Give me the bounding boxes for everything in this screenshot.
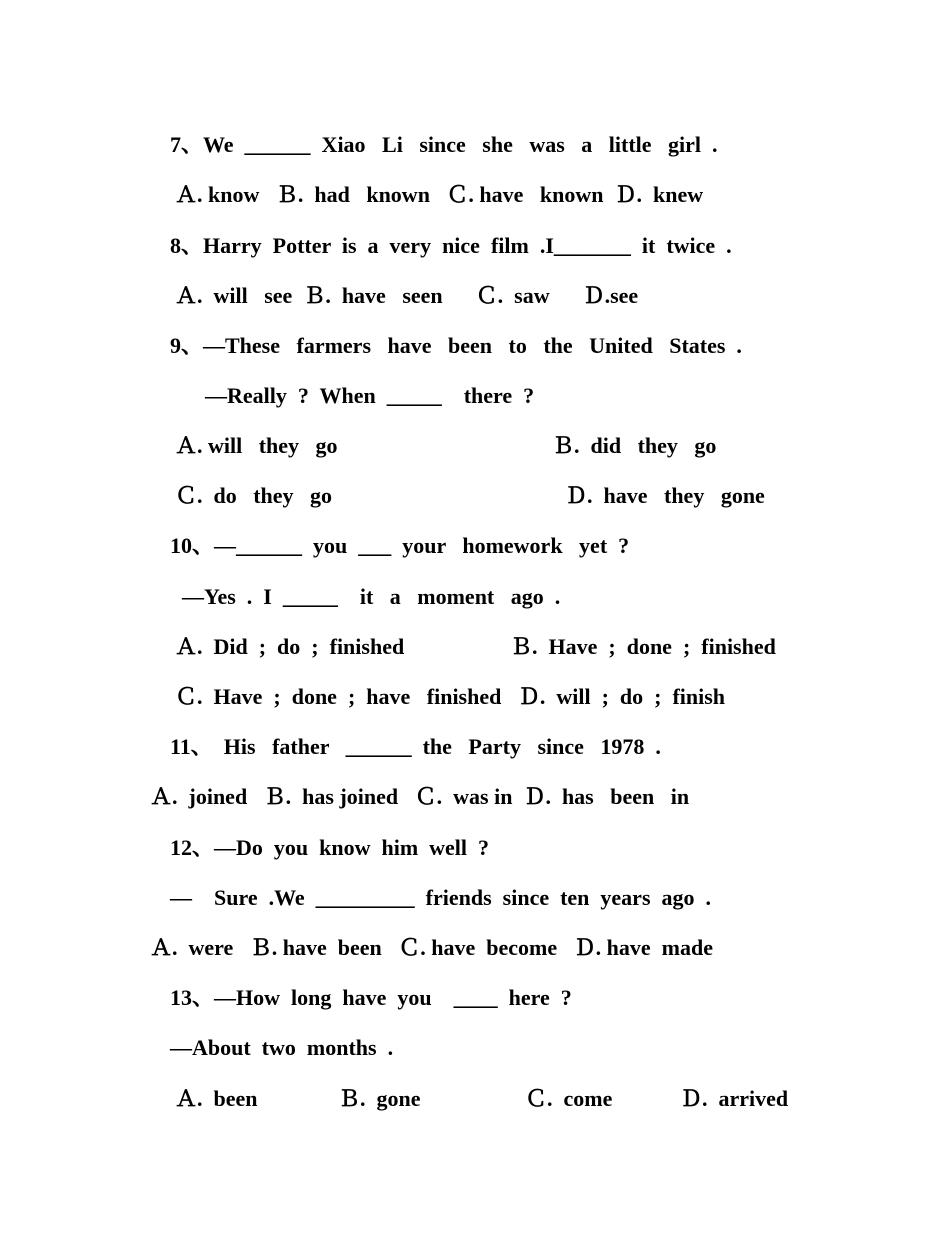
q10-option-a: Ａ. Did ; do ; finished <box>175 634 405 659</box>
q13-option-b: Ｂ. gone <box>338 1086 421 1111</box>
q9-option-a: Ａ. will they go <box>175 433 338 458</box>
q8-stem: 8、Harry Potter is a very nice film .I_______ it twice . <box>170 233 732 258</box>
q13-stem: 13、—How long have you ____ here ? <box>170 985 572 1010</box>
q13-reply: —About two months . <box>170 1035 394 1060</box>
q7-stem: 7、We ______ Xiao Li since she was a little girl . <box>170 132 718 157</box>
q13-option-c: Ｃ. come <box>525 1086 613 1111</box>
q10-options-cd: Ｃ. Have ; done ; have finished Ｄ. will ; do ; finish <box>175 684 726 709</box>
q9-option-c: Ｃ. do they go <box>175 483 333 508</box>
q7-options: Ａ. know Ｂ. had known Ｃ. have known Ｄ. knew <box>175 182 704 207</box>
q13-option-a: Ａ. been <box>175 1086 258 1111</box>
q12-options: Ａ. were Ｂ. have been Ｃ. have become Ｄ. have made <box>150 935 713 960</box>
q10-stem: 10、—______ you ___ your homework yet ? <box>170 533 630 558</box>
q8-options: Ａ. will see Ｂ. have seen Ｃ. saw Ｄ.see <box>175 283 639 308</box>
q9-reply: —Really ? When _____ there ? <box>205 383 535 408</box>
q10-option-b: Ｂ. Have ; done ; finished <box>510 634 776 659</box>
q12-reply: — Sure .We _________ friends since ten years ago . <box>170 885 712 910</box>
q9-option-b: Ｂ. did they go <box>552 433 717 458</box>
q12-stem: 12、—Do you know him well ? <box>170 835 490 860</box>
q11-stem: 11、 His father ______ the Party since 1978 . <box>170 734 661 759</box>
q10-reply: —Yes . I _____ it a moment ago . <box>182 584 561 609</box>
q9-stem: 9、—These farmers have been to the United States . <box>170 333 742 358</box>
q9-option-d: Ｄ. have they gone <box>565 483 765 508</box>
q13-option-d: Ｄ. arrived <box>680 1086 789 1111</box>
q11-options: Ａ. joined Ｂ. has joined Ｃ. was in Ｄ. has been in <box>150 784 690 809</box>
